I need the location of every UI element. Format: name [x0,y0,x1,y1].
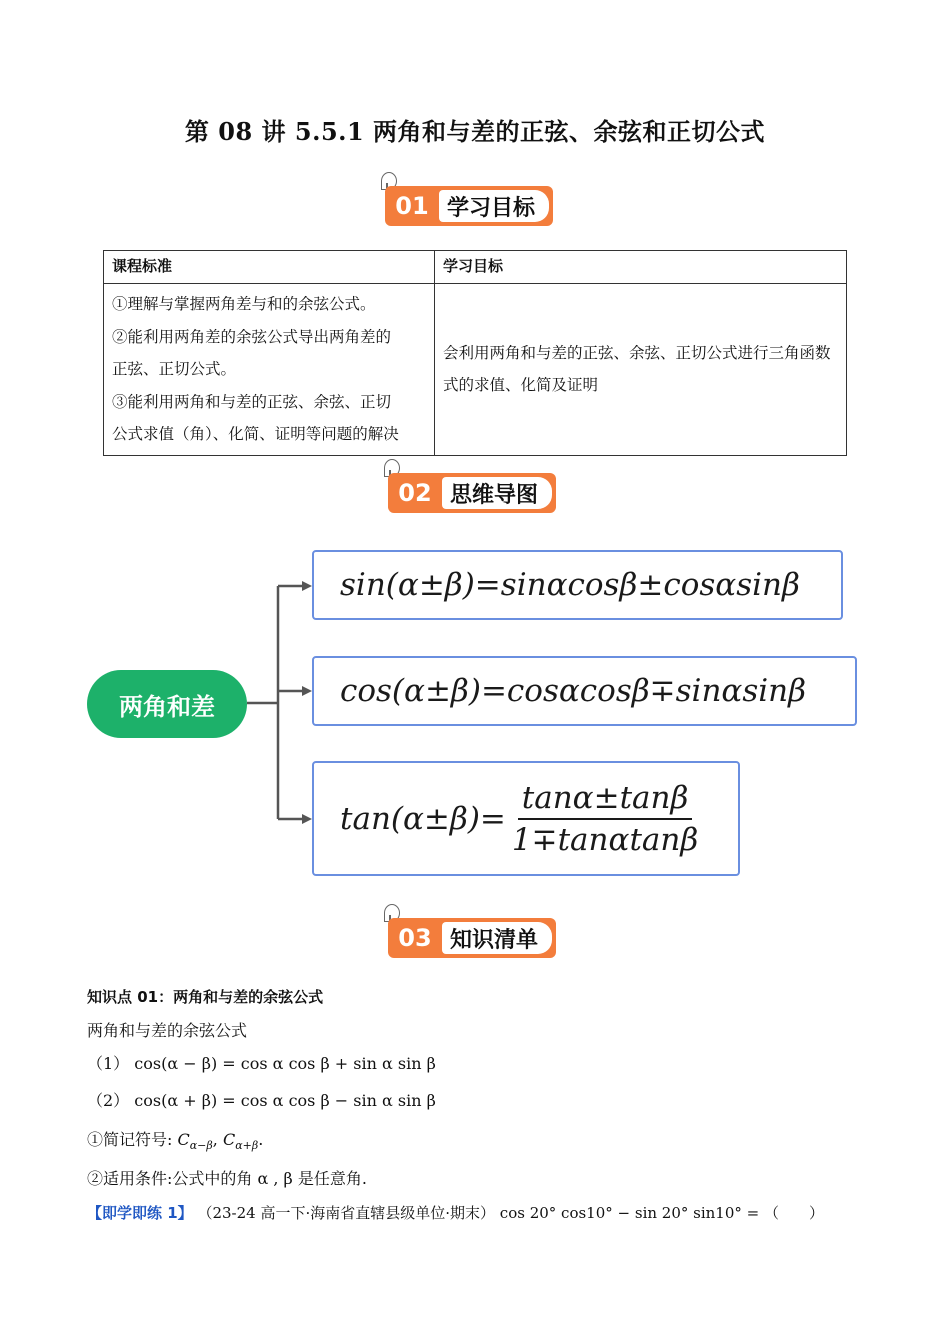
mindmap-root: 两角和差 [87,670,247,738]
sin-formula-box [312,550,843,620]
cos-formula: cos(α±β)=cosαcosβ∓sinαsinβ [340,673,807,709]
table-header-goal: 学习目标 [435,251,847,284]
goal-cell: 会利用两角和与差的正弦、余弦、正切公式进行三角函数式的求值、化简及证明 [435,284,847,456]
separator: , [212,1130,218,1149]
formula-item-2 [87,1088,436,1111]
standard-line: 正弦、正切公式。 [112,360,237,378]
section-label: 知识清单 [442,922,552,954]
symbol-sub: α+β [235,1139,259,1152]
practice-question [87,1202,824,1223]
practice-source: （23-24 高一下·海南省直辖县级单位·期末） [197,1204,496,1222]
period: . [258,1130,264,1149]
tan-denominator: 1∓tanαtanβ [511,821,699,858]
symbol-c: C [177,1130,190,1149]
section-label: 学习目标 [439,190,549,222]
section-number: 03 [398,924,432,952]
symbol-sub: α−β [189,1139,213,1152]
table-header-standard: 课程标准 [104,251,435,284]
sin-formula: sin(α±β)=sinαcosβ±cosαsinβ [340,567,800,603]
section-label: 思维导图 [442,477,552,509]
standard-line: ①理解与掌握两角差与和的余弦公式。 [112,295,376,313]
page-title: 第 08 讲 5.5.1 两角和与差的正弦、余弦和正切公式 [184,117,766,146]
formula-item-1 [87,1051,436,1074]
note-condition: ②适用条件:公式中的角 α , β 是任意角. [87,1169,367,1188]
section-badge-03 [388,912,570,958]
formula-text: cos(α + β) = cos α cos β − sin α sin β [134,1091,436,1110]
standard-line: ③能利用两角和与差的正弦、余弦、正切 [112,392,392,411]
standard-line: 公式求值（角）、化简、证明等问题的解决 [112,425,399,443]
practice-expression: cos 20° cos10° − sin 20° sin10° = （ ） [499,1204,824,1222]
note-prefix: ①简记符号: [87,1130,173,1149]
practice-tag: 【即学即练 1】 [87,1204,193,1222]
standard-line: ②能利用两角差的余弦公式导出两角差的 [112,327,392,346]
tan-fraction [512,780,698,858]
note-notation [87,1127,263,1152]
symbol-c: C [222,1130,236,1149]
tan-numerator: tanα±tanβ [518,780,693,820]
section-number: 02 [398,479,432,507]
tan-formula-lhs: tan(α±β)= [340,800,506,837]
formula-text: cos(α − β) = cos α cos β + sin α sin β [134,1054,436,1073]
item-label: （2） [87,1091,130,1110]
item-label: （1） [87,1054,130,1073]
tan-formula-box [312,761,740,876]
section-number: 01 [395,192,429,220]
knowledge-point-title: 知识点 01：两角和与差的余弦公式 [87,988,324,1006]
knowledge-intro: 两角和与差的余弦公式 [87,1021,248,1040]
cos-formula-box [312,656,857,726]
